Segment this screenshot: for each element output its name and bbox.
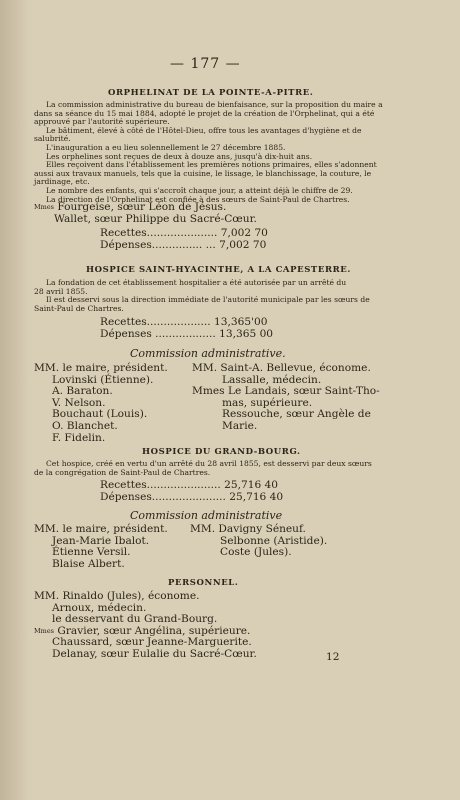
member-line: le maire, président.	[62, 523, 168, 535]
depenses-line: Dépenses .................. 13,365 00	[100, 327, 274, 340]
paragraph-line: jardinage, etc.	[34, 177, 90, 187]
personnel-line: Delanay, sœur Eulalie du Sacré-Cœur.	[52, 647, 257, 660]
mm-prefix: MM.	[34, 523, 60, 535]
paragraph-line: Le nombre des enfants, qui s'accroît chaque jour, a atteint déjà le chiffre de 29.	[46, 185, 353, 195]
commission-right-column	[190, 524, 327, 559]
paragraph-line: Elles reçoivent dans l'établissement les premières notions primaires, elles s'adonnent	[46, 160, 377, 170]
member-line: Marie.	[222, 419, 258, 432]
section-text-grand-bourg	[34, 460, 372, 477]
paragraph-line: approuvé par l'autorité supérieure.	[34, 117, 170, 127]
personnel-line: le desservant du Grand-Bourg.	[52, 613, 218, 626]
member-line: Selbonne (Aristide).	[220, 534, 328, 547]
paragraph-line: salubrité.	[34, 134, 71, 144]
member-line: Ressouche, sœur Angèle de	[222, 408, 371, 421]
paragraph-line: Cet hospice, créé en vertu d'un arrêté du 28 avril 1855, est desservi par deux sœurs	[46, 459, 372, 468]
commission-left-column	[34, 524, 168, 570]
paragraph-line: Le bâtiment, élevé à côté de l'Hôtel-Dieu, offre tous les avantages d'hygiène et de	[46, 125, 362, 135]
paragraph-line: dans sa séance du 15 mai 1884, adopté le projet de la création de l'Orphelinat, qui a été	[34, 108, 375, 118]
member-line: le maire, président.	[62, 362, 168, 374]
accounts-grand-bourg	[100, 480, 283, 503]
member-line: Mmes Le Landais, sœur Saint-Tho-	[192, 385, 380, 398]
paragraph-line: La commission administrative du bureau de bienfaisance, sur la proposition du maire a	[46, 100, 383, 109]
paragraph-line: Les orphelines sont reçues de deux à douze ans, jusqu'à dix-huit ans.	[46, 151, 313, 161]
member-line: Lovinski (Étienne).	[52, 373, 154, 386]
personnel-heading: PERSONNEL.	[168, 578, 239, 588]
staff-list-orphelinat	[34, 202, 257, 225]
mm-prefix: MM.	[34, 590, 60, 602]
page-fold-shadow	[0, 0, 30, 800]
commission-left-column	[34, 363, 168, 444]
member-line: Étienne Versil.	[52, 546, 131, 559]
paragraph-line: aussi aux travaux manuels, tels que la cuisine, le lissage, le blanchissage, la couture, le	[34, 168, 372, 178]
section-heading-orphelinat: ORPHELINAT DE LA POINTE-A-PITRE.	[108, 88, 314, 98]
accounts-saint-hyacinthe	[100, 317, 273, 340]
paragraph-line: La direction de l'Orphelinat est confiée à des sœurs de Saint-Paul de Chartres.	[46, 194, 350, 204]
member-line: MM. Saint-A. Bellevue, économe.	[192, 362, 371, 374]
section-heading-grand-bourg: HOSPICE DU GRAND-BOURG.	[142, 447, 301, 457]
section-text-saint-hyacinthe	[34, 279, 370, 313]
paragraph-line: La fondation de cet établissement hospitalier a été autorisée par un arrêté du	[46, 278, 347, 287]
commission-heading: Commission administrative.	[130, 347, 286, 360]
member-line: MM. Davigny Séneuf.	[190, 523, 306, 535]
section-text-orphelinat	[34, 101, 383, 204]
member-line: Lassalle, médecin.	[222, 373, 322, 386]
member-line: O. Blanchet.	[52, 419, 118, 432]
personnel-line: Arnoux, médecin.	[52, 601, 147, 614]
paragraph-line: 28 avril 1855.	[34, 286, 88, 296]
member-line: mas, supérieure.	[222, 396, 313, 409]
recettes-line: Recettes...................... 25,716 40	[100, 479, 279, 491]
member-line: Coste (Jules).	[220, 546, 292, 559]
mmes-prefix: Mmes	[34, 203, 55, 211]
commission-right-column	[192, 363, 380, 433]
personnel-list	[34, 591, 257, 661]
signature-mark: 12	[326, 651, 340, 663]
accounts-orphelinat	[100, 228, 268, 251]
personnel-line: Rinaldo (Jules), économe.	[62, 590, 200, 602]
staff-line: Wallet, sœur Philippe du Sacré-Cœur.	[54, 212, 257, 225]
paragraph-line: Il est desservi sous la direction immédiate de l'autorité municipale par les sœurs de	[46, 295, 370, 305]
personnel-line: Gravier, sœur Angélina, supérieure.	[57, 624, 251, 637]
member-line: Bouchaut (Louis).	[52, 408, 148, 421]
recettes-line: Recettes..................... 7,002 70	[100, 227, 268, 239]
section-heading-saint-hyacinthe: HOSPICE SAINT-HYACINTHE, A LA CAPESTERRE.	[86, 265, 351, 275]
mm-prefix: MM.	[34, 362, 60, 374]
member-line: Jean-Marie Ibalot.	[52, 534, 150, 547]
mmes-prefix: Mmes	[34, 626, 55, 635]
paragraph-line: Saint-Paul de Chartres.	[34, 303, 124, 313]
member-line: Blaise Albert.	[52, 557, 125, 570]
staff-line: Fourgeise, sœur Léon de Jésus.	[57, 201, 227, 213]
member-line: V. Nelson.	[52, 396, 106, 409]
personnel-line: Chaussard, sœur Jeanne-Marguerite.	[52, 636, 252, 649]
paragraph-line: L'inauguration a eu lieu solennellement le 27 décembre 1885.	[46, 142, 286, 152]
depenses-line: Dépenses...................... 25,716 40	[100, 490, 284, 503]
page-number: — 177 —	[170, 56, 241, 72]
commission-heading: Commission administrative	[130, 509, 283, 522]
paragraph-line: de la congrégation de Saint-Paul de Chartres.	[34, 467, 211, 477]
depenses-line: Dépenses............... ... 7,002 70	[100, 238, 267, 251]
member-line: A. Baraton.	[52, 385, 113, 398]
member-line: F. Fidelin.	[52, 431, 106, 444]
recettes-line: Recettes................... 13,365'00	[100, 316, 268, 328]
